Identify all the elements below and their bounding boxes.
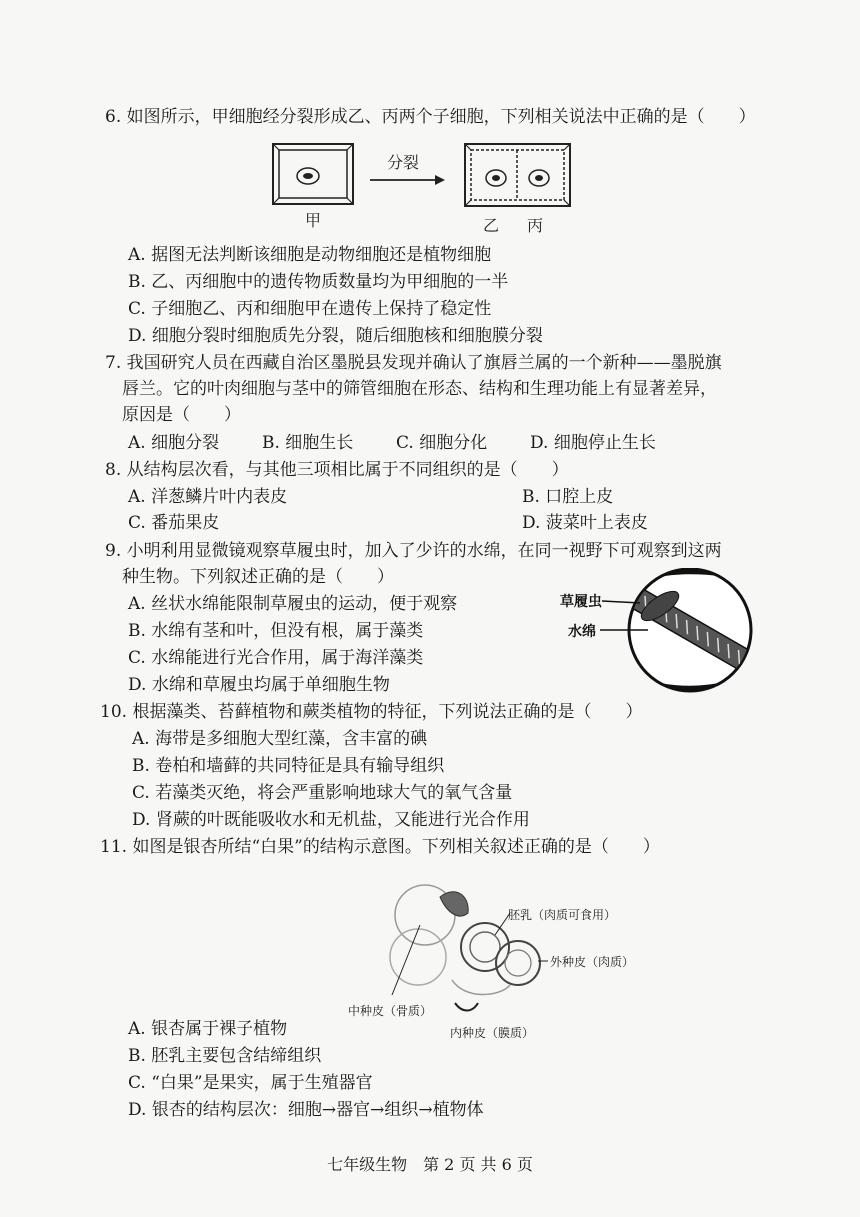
microscope-view-figure (560, 568, 760, 693)
q7-stem-line-3: 原因是（ ） (122, 405, 241, 425)
division-arrow-label: 分裂 (387, 153, 420, 172)
paramecium-label: 草履虫 (560, 594, 602, 610)
q11-option-d: D. 银杏的结构层次：细胞→器官→组织→植物体 (128, 1100, 484, 1120)
q8-option-d: D. 菠菜叶上表皮 (522, 513, 648, 533)
q9-option-c: C. 水绵能进行光合作用，属于海洋藻类 (128, 648, 424, 668)
q6-stem: 6. 如图所示，甲细胞经分裂形成乙、丙两个子细胞，下列相关说法中正确的是（ ） (105, 107, 756, 127)
q7-option-b: B. 细胞生长 (262, 433, 354, 453)
cell-division-diagram (265, 138, 580, 238)
q10-option-d: D. 肾蕨的叶既能吸收水和无机盐，又能进行光合作用 (132, 810, 530, 830)
q8-option-c: C. 番茄果皮 (128, 513, 220, 533)
q8-option-b: B. 口腔上皮 (522, 487, 614, 507)
q11-option-a: A. 银杏属于裸子植物 (128, 1019, 288, 1039)
cell-c-label: 丙 (527, 216, 544, 235)
cell-b-label: 乙 (483, 216, 500, 235)
inner-seed-coat-label: 内种皮（膜质） (450, 1026, 535, 1040)
mother-cell-figure (273, 144, 353, 204)
q8-stem: 8. 从结构层次看，与其他三项相比属于不同组织的是（ ） (105, 460, 569, 480)
q10-option-b: B. 卷柏和墙藓的共同特征是具有输导组织 (132, 756, 445, 776)
page-footer: 七年级生物 第 2 页 共 6 页 (327, 1155, 533, 1174)
q6-option-a: A. 据图无法判断该细胞是动物细胞还是植物细胞 (128, 245, 492, 265)
daughter-cells-figure (465, 144, 570, 206)
q7-stem-line-2: 唇兰。它的叶肉细胞与茎中的筛管细胞在形态、结构和生理功能上有显著差异， (122, 379, 717, 399)
q8-option-a: A. 洋葱鳞片叶内表皮 (128, 487, 288, 507)
q9-stem-line-1: 9. 小明利用显微镜观察草履虫时，加入了少许的水绵，在同一视野下可观察到这两 (105, 541, 722, 561)
endosperm-label: 胚乳（肉质可食用） (508, 908, 617, 922)
q9-option-d: D. 水绵和草履虫均属于单细胞生物 (128, 675, 390, 695)
q10-option-a: A. 海带是多细胞大型红藻，含丰富的碘 (132, 729, 428, 749)
q7-option-a: A. 细胞分裂 (128, 433, 220, 453)
middle-seed-coat-label: 中种皮（骨质） (348, 1004, 433, 1018)
q10-stem: 10. 根据藻类、苔藓植物和蕨类植物的特征，下列说法正确的是（ ） (100, 702, 643, 722)
q11-option-c: C. “白果”是果实，属于生殖器官 (128, 1073, 373, 1093)
q6-option-b: B. 乙、丙细胞中的遗传物质数量均为甲细胞的一半 (128, 272, 509, 292)
q10-option-c: C. 若藻类灭绝，将会严重影响地球大气的氧气含量 (132, 783, 513, 803)
ginkgo-seed-diagram (340, 875, 660, 1045)
q7-stem-line-1: 7. 我国研究人员在西藏自治区墨脱县发现并确认了旗唇兰属的一个新种——墨脱旗 (105, 353, 722, 373)
q6-option-c: C. 子细胞乙、丙和细胞甲在遗传上保持了稳定性 (128, 299, 492, 319)
q11-stem: 11. 如图是银杏所结“白果”的结构示意图。下列相关叙述正确的是（ ） (100, 837, 660, 857)
q9-option-b: B. 水绵有茎和叶，但没有根，属于藻类 (128, 621, 424, 641)
outer-seed-coat-label: 外种皮（肉质） (550, 955, 635, 969)
q7-option-c: C. 细胞分化 (396, 433, 488, 453)
q9-option-a: A. 丝状水绵能限制草履虫的运动，便于观察 (128, 594, 458, 614)
q9-stem-line-2: 种生物。下列叙述正确的是（ ） (122, 567, 394, 587)
q7-option-d: D. 细胞停止生长 (530, 433, 656, 453)
q6-option-d: D. 细胞分裂时细胞质先分裂，随后细胞核和细胞膜分裂 (128, 326, 543, 346)
spirogyra-label: 水绵 (568, 624, 596, 640)
cell-a-label: 甲 (305, 211, 322, 230)
q11-option-b: B. 胚乳主要包含结缔组织 (128, 1046, 322, 1066)
